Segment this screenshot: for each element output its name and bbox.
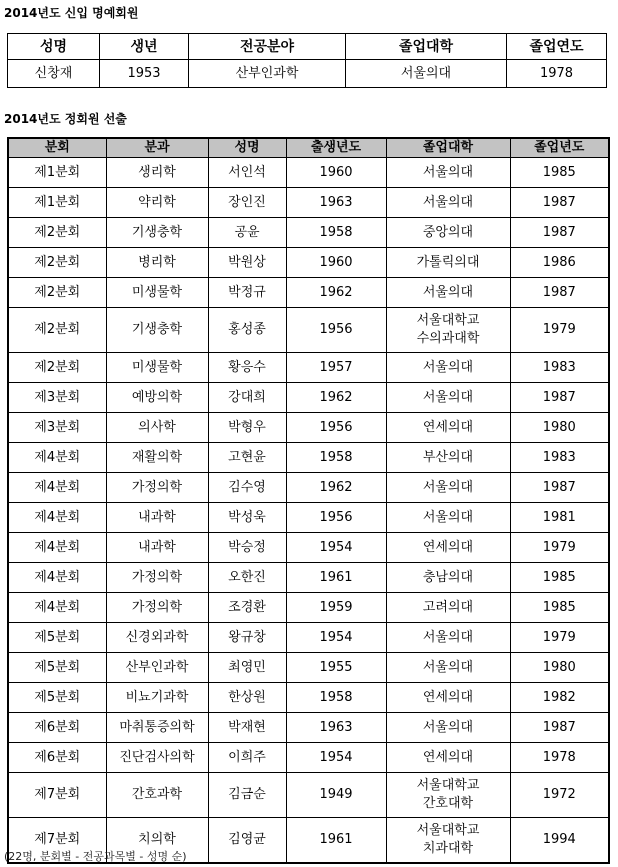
cell-birth-year: 1954 — [286, 743, 386, 773]
cell-division: 간호과학 — [106, 773, 208, 818]
cell-birth-year: 1958 — [286, 218, 386, 248]
table-row — [8, 353, 609, 383]
cell-university: 서울의대 — [386, 383, 510, 413]
regular-members-table — [7, 137, 610, 864]
cell-university: 연세의대 — [386, 743, 510, 773]
col-header-birth-year: 생년 — [100, 34, 189, 60]
cell-graduation-year: 1979 — [510, 623, 609, 653]
cell-graduation-year: 1994 — [510, 818, 609, 864]
col-header-birth-year: 출생년도 — [286, 138, 386, 158]
cell-university: 서울의대 — [386, 623, 510, 653]
cell-university: 부산의대 — [386, 443, 510, 473]
cell-branch: 제5분회 — [8, 653, 106, 683]
cell-university: 서울의대 — [386, 158, 510, 188]
cell-graduation-year: 1983 — [510, 443, 609, 473]
cell-graduation-year: 1980 — [510, 653, 609, 683]
cell-birth-year: 1956 — [286, 308, 386, 353]
table-row — [8, 683, 609, 713]
table-row — [8, 218, 609, 248]
cell-university: 서울의대 — [386, 473, 510, 503]
cell-name: 오한진 — [208, 563, 286, 593]
cell-university: 연세의대 — [386, 533, 510, 563]
cell-line: 수의과대학 — [416, 331, 480, 346]
cell-division: 병리학 — [106, 248, 208, 278]
cell-division: 기생충학 — [106, 308, 208, 353]
cell-name: 한상원 — [208, 683, 286, 713]
cell-division: 가정의학 — [106, 563, 208, 593]
cell-branch: 제1분회 — [8, 158, 106, 188]
cell-division: 내과학 — [106, 533, 208, 563]
regular-members-title: 2014년도 정회원 선출 — [4, 112, 127, 126]
cell-division: 신경외과학 — [106, 623, 208, 653]
table-row — [8, 443, 609, 473]
cell-line: 서울대학교 — [416, 778, 480, 793]
footnote: (22명, 분회별 - 전공과목별 - 성명 순) — [4, 850, 187, 863]
cell-birth-year: 1956 — [286, 503, 386, 533]
cell-graduation-year: 1987 — [510, 713, 609, 743]
cell-university: 서울의대 — [346, 60, 507, 88]
cell-graduation-year: 1987 — [510, 383, 609, 413]
table-row — [8, 593, 609, 623]
cell-division: 진단검사의학 — [106, 743, 208, 773]
cell-name: 고현윤 — [208, 443, 286, 473]
cell-graduation-year: 1979 — [510, 308, 609, 353]
cell-name: 김영균 — [208, 818, 286, 864]
cell-name: 박원상 — [208, 248, 286, 278]
cell-university — [386, 773, 510, 818]
col-header-name: 성명 — [208, 138, 286, 158]
table-row — [8, 158, 609, 188]
cell-specialty: 산부인과학 — [189, 60, 346, 88]
cell-university: 중앙의대 — [386, 218, 510, 248]
cell-graduation-year: 1987 — [510, 218, 609, 248]
col-header-division: 분과 — [106, 138, 208, 158]
table-row — [8, 623, 609, 653]
cell-division: 약리학 — [106, 188, 208, 218]
cell-birth-year: 1959 — [286, 593, 386, 623]
cell-graduation-year: 1985 — [510, 563, 609, 593]
cell-division: 비뇨기과학 — [106, 683, 208, 713]
cell-birth-year: 1949 — [286, 773, 386, 818]
cell-name: 박성욱 — [208, 503, 286, 533]
cell-graduation-year: 1981 — [510, 503, 609, 533]
table-row — [8, 413, 609, 443]
cell-university: 서울의대 — [386, 503, 510, 533]
cell-branch: 제2분회 — [8, 278, 106, 308]
cell-name: 서인석 — [208, 158, 286, 188]
table-row — [8, 743, 609, 773]
cell-division: 미생물학 — [106, 353, 208, 383]
cell-branch: 제7분회 — [8, 773, 106, 818]
cell-birth-year: 1958 — [286, 443, 386, 473]
cell-name: 공윤 — [208, 218, 286, 248]
cell-graduation-year: 1972 — [510, 773, 609, 818]
table-row — [8, 563, 609, 593]
cell-branch: 제3분회 — [8, 383, 106, 413]
cell-branch: 제4분회 — [8, 503, 106, 533]
cell-line: 서울대학교 — [416, 313, 480, 328]
cell-branch: 제2분회 — [8, 218, 106, 248]
cell-line: 치과대학 — [422, 841, 474, 856]
cell-birth-year: 1953 — [100, 60, 189, 88]
cell-branch: 제4분회 — [8, 473, 106, 503]
cell-birth-year: 1957 — [286, 353, 386, 383]
cell-branch: 제4분회 — [8, 533, 106, 563]
cell-branch: 제6분회 — [8, 713, 106, 743]
col-header-university: 졸업대학 — [386, 138, 510, 158]
cell-name: 조경환 — [208, 593, 286, 623]
cell-branch: 제7분회 — [8, 818, 106, 864]
cell-division: 미생물학 — [106, 278, 208, 308]
cell-university: 고려의대 — [386, 593, 510, 623]
cell-name: 박정규 — [208, 278, 286, 308]
cell-university: 서울의대 — [386, 353, 510, 383]
cell-line: 간호대학 — [422, 796, 474, 811]
cell-birth-year: 1955 — [286, 653, 386, 683]
cell-division: 가정의학 — [106, 593, 208, 623]
cell-division: 의사학 — [106, 413, 208, 443]
col-header-branch: 분회 — [8, 138, 106, 158]
cell-division: 내과학 — [106, 503, 208, 533]
cell-birth-year: 1963 — [286, 713, 386, 743]
cell-division: 예방의학 — [106, 383, 208, 413]
cell-line: 서울대학교 — [416, 823, 480, 838]
cell-birth-year: 1960 — [286, 158, 386, 188]
cell-graduation-year: 1982 — [510, 683, 609, 713]
cell-birth-year: 1962 — [286, 383, 386, 413]
cell-graduation-year: 1986 — [510, 248, 609, 278]
table-row — [8, 533, 609, 563]
cell-birth-year: 1954 — [286, 533, 386, 563]
cell-name: 최영민 — [208, 653, 286, 683]
cell-division: 가정의학 — [106, 473, 208, 503]
cell-birth-year: 1963 — [286, 188, 386, 218]
cell-branch: 제2분회 — [8, 248, 106, 278]
table-row — [8, 188, 609, 218]
cell-name: 김금순 — [208, 773, 286, 818]
cell-graduation-year: 1987 — [510, 188, 609, 218]
cell-birth-year: 1962 — [286, 473, 386, 503]
col-header-graduation-year: 졸업연도 — [507, 34, 607, 60]
cell-graduation-year: 1985 — [510, 158, 609, 188]
cell-university: 서울의대 — [386, 278, 510, 308]
cell-birth-year: 1962 — [286, 278, 386, 308]
cell-graduation-year: 1985 — [510, 593, 609, 623]
cell-graduation-year: 1978 — [510, 743, 609, 773]
cell-university — [386, 308, 510, 353]
table-row — [8, 383, 609, 413]
col-header-graduation-year: 졸업년도 — [510, 138, 609, 158]
cell-name: 김수영 — [208, 473, 286, 503]
cell-graduation-year: 1979 — [510, 533, 609, 563]
cell-university: 서울의대 — [386, 713, 510, 743]
col-header-specialty: 전공분야 — [189, 34, 346, 60]
cell-branch: 제5분회 — [8, 683, 106, 713]
cell-branch: 제4분회 — [8, 443, 106, 473]
cell-name: 박승정 — [208, 533, 286, 563]
table-row — [8, 773, 609, 818]
cell-birth-year: 1958 — [286, 683, 386, 713]
honorary-members-table — [7, 33, 607, 88]
cell-branch: 제4분회 — [8, 593, 106, 623]
cell-university: 서울의대 — [386, 653, 510, 683]
cell-graduation-year: 1987 — [510, 278, 609, 308]
cell-birth-year: 1960 — [286, 248, 386, 278]
cell-university — [386, 818, 510, 864]
cell-graduation-year: 1978 — [507, 60, 607, 88]
table-row — [8, 653, 609, 683]
cell-branch: 제2분회 — [8, 353, 106, 383]
cell-birth-year: 1954 — [286, 623, 386, 653]
cell-university: 충남의대 — [386, 563, 510, 593]
cell-name: 이희주 — [208, 743, 286, 773]
col-header-university: 졸업대학 — [346, 34, 507, 60]
cell-graduation-year: 1987 — [510, 473, 609, 503]
cell-name: 박형우 — [208, 413, 286, 443]
cell-division: 재활의학 — [106, 443, 208, 473]
cell-university: 연세의대 — [386, 413, 510, 443]
table-header-row — [8, 138, 609, 158]
cell-name: 박재현 — [208, 713, 286, 743]
cell-university: 서울의대 — [386, 188, 510, 218]
cell-branch: 제1분회 — [8, 188, 106, 218]
table-row — [8, 473, 609, 503]
cell-birth-year: 1961 — [286, 563, 386, 593]
cell-branch: 제5분회 — [8, 623, 106, 653]
cell-branch: 제2분회 — [8, 308, 106, 353]
cell-birth-year: 1961 — [286, 818, 386, 864]
table-row — [8, 278, 609, 308]
cell-branch: 제3분회 — [8, 413, 106, 443]
cell-graduation-year: 1983 — [510, 353, 609, 383]
cell-university: 가톨릭의대 — [386, 248, 510, 278]
cell-branch: 제4분회 — [8, 563, 106, 593]
cell-division: 생리학 — [106, 158, 208, 188]
table-row — [8, 308, 609, 353]
cell-name: 신창재 — [8, 60, 100, 88]
cell-division: 산부인과학 — [106, 653, 208, 683]
table-row — [8, 60, 607, 88]
cell-name: 홍성종 — [208, 308, 286, 353]
cell-name: 장인진 — [208, 188, 286, 218]
cell-name: 황응수 — [208, 353, 286, 383]
table-row — [8, 713, 609, 743]
cell-graduation-year: 1980 — [510, 413, 609, 443]
cell-name: 왕규창 — [208, 623, 286, 653]
cell-division: 치의학 — [106, 818, 208, 864]
col-header-name: 성명 — [8, 34, 100, 60]
cell-university: 연세의대 — [386, 683, 510, 713]
cell-division: 기생충학 — [106, 218, 208, 248]
table-row — [8, 248, 609, 278]
table-header-row — [8, 34, 607, 60]
cell-division: 마취통증의학 — [106, 713, 208, 743]
table-row — [8, 503, 609, 533]
cell-branch: 제6분회 — [8, 743, 106, 773]
cell-name: 강대희 — [208, 383, 286, 413]
cell-birth-year: 1956 — [286, 413, 386, 443]
honorary-members-title: 2014년도 신입 명예회원 — [4, 6, 139, 20]
